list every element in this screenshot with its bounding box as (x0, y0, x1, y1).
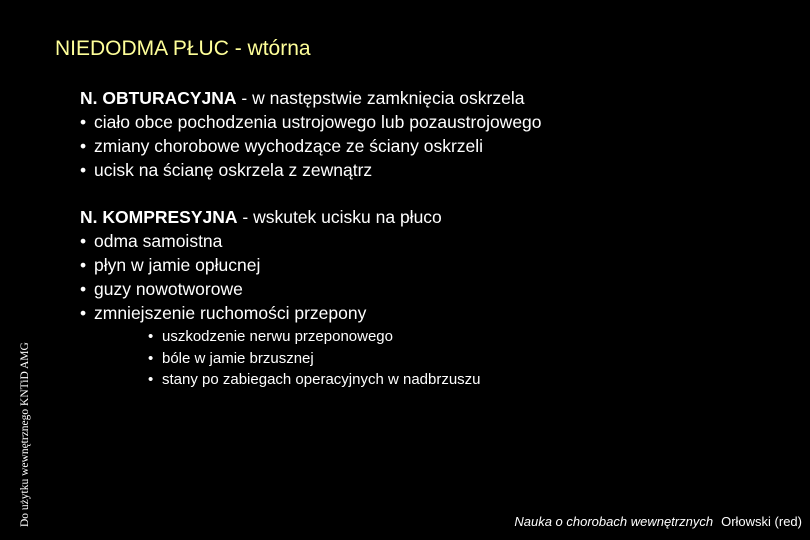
sub-list-item (148, 326, 481, 348)
sub-list-item-text: stany po zabiegach operacyjnych w nadbrzuszu (162, 371, 481, 388)
side-note: Do użytku wewnętrznego KNTiD AMG (19, 342, 31, 527)
bullet-icon: • (80, 112, 87, 132)
sub-list-item (148, 348, 481, 370)
section-heading (80, 86, 542, 110)
slide-title: NIEDODMA PŁUC - wtórna (55, 37, 311, 60)
bullet-icon: • (80, 160, 87, 180)
bullet-icon: • (80, 136, 87, 156)
list-item (80, 301, 442, 325)
bullet-icon: • (80, 231, 87, 251)
list-item-text: guzy nowotworowe (94, 279, 243, 299)
section-heading-bold: N. KOMPRESYJNA (80, 207, 238, 227)
bullet-icon: • (80, 303, 87, 323)
list-item (80, 229, 442, 253)
list-item-text: zmiany chorobowe wychodzące ze ściany oskrzeli (94, 136, 484, 156)
sub-list-item (148, 369, 481, 391)
list-item-text: ciało obce pochodzenia ustrojowego lub pozaustrojowego (94, 112, 542, 132)
list-item (80, 253, 442, 277)
list-item (80, 110, 542, 134)
bullet-icon: • (148, 349, 154, 367)
footer-book: Nauka o chorobach wewnętrznych (514, 514, 714, 529)
list-item (80, 277, 442, 301)
list-item (80, 158, 542, 182)
section-obturacyjna (80, 86, 542, 182)
sub-list-item-text: bóle w jamie brzusznej (162, 349, 314, 367)
list-item-text: płyn w jamie opłucnej (94, 255, 261, 275)
bullet-icon: • (148, 328, 154, 345)
footer-citation (514, 514, 802, 529)
section-kompresyjna (80, 205, 442, 325)
bullet-icon: • (80, 255, 87, 275)
footer-author: Orłowski (red) (721, 514, 802, 529)
section-heading (80, 205, 442, 229)
bullet-icon: • (80, 279, 87, 299)
list-item-text: zmniejszenie ruchomości przepony (94, 303, 367, 323)
section-heading-rest: - wskutek ucisku na płuco (237, 207, 442, 227)
list-item (80, 134, 542, 158)
bullet-icon: • (148, 371, 154, 388)
section-heading-rest: - w następstwie zamknięcia oskrzela (236, 88, 525, 108)
sub-list-item-text: uszkodzenie nerwu przeponowego (162, 328, 393, 345)
list-item-text: odma samoistna (94, 231, 223, 251)
section-heading-bold: N. OBTURACYJNA (80, 88, 237, 108)
list-item-text: ucisk na ścianę oskrzela z zewnątrz (94, 160, 373, 180)
sub-list (148, 326, 481, 391)
